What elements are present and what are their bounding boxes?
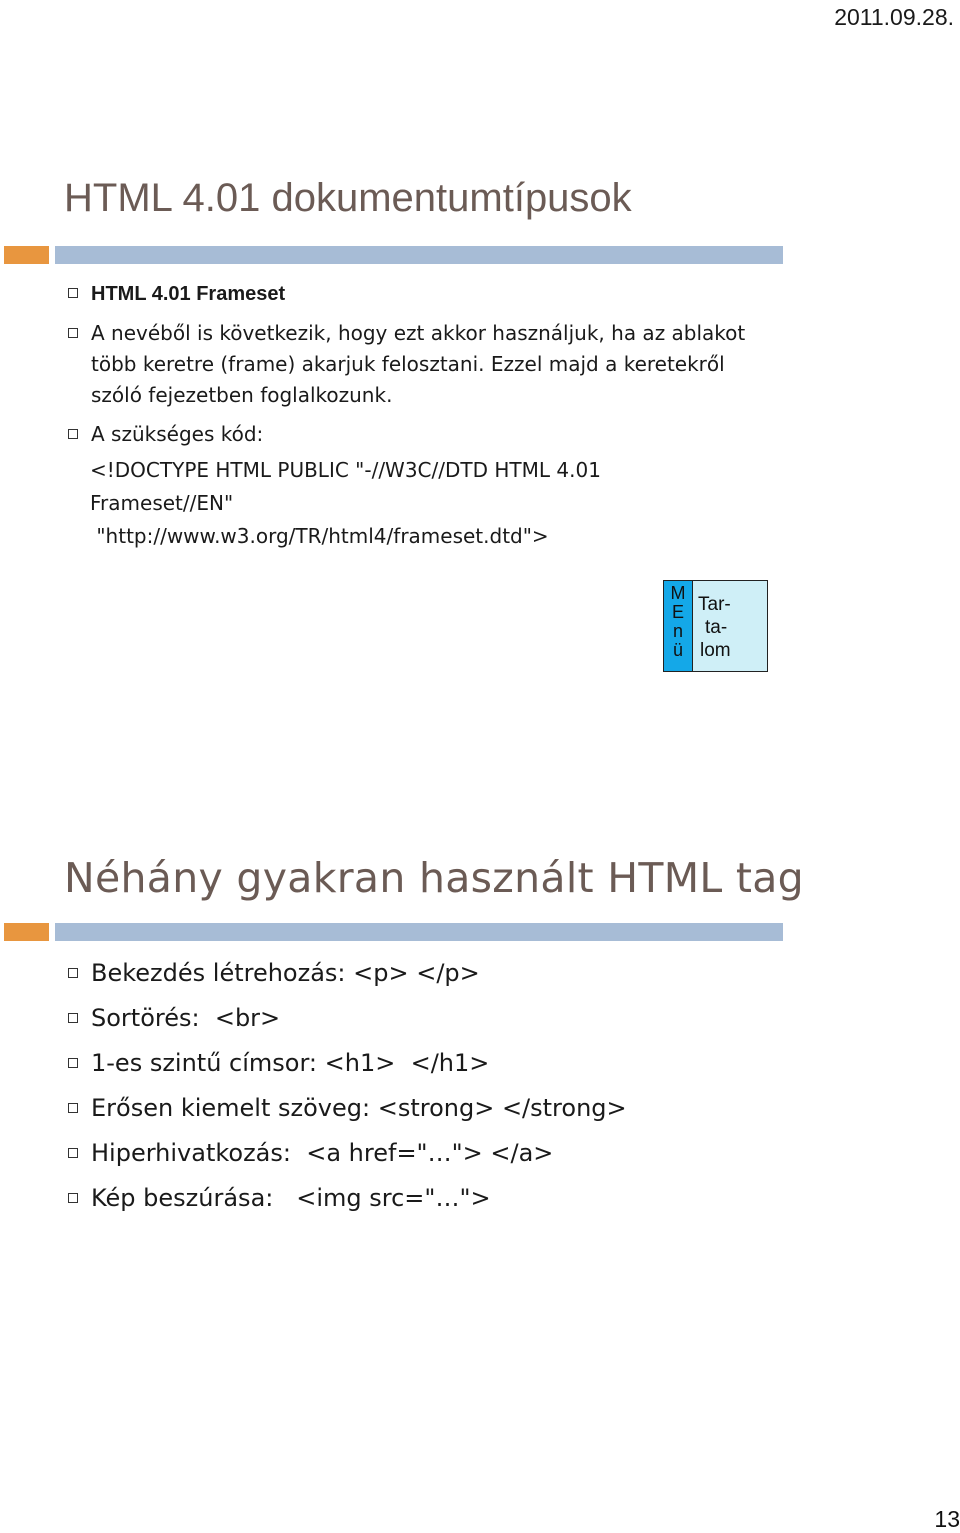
code-line: Frameset//EN" (90, 491, 234, 515)
bullet-text: A szükséges kód: (91, 422, 264, 446)
code-line: "http://www.w3.org/TR/html4/frameset.dtd"> (90, 524, 549, 548)
bullet-text: 1-es szintű címsor: <h1> </h1> (91, 1049, 490, 1077)
bullet-text: HTML 4.01 Frameset (91, 283, 286, 305)
menu-frame (664, 581, 693, 671)
menu-letter: M (670, 583, 686, 603)
square-bullet-icon (68, 1193, 78, 1203)
square-bullet-icon (68, 328, 78, 338)
content-line: Tar- (698, 594, 731, 615)
bullet-text: Hiperhivatkozás: <a href="…"> </a> (91, 1139, 554, 1167)
html-tag-bullet-list (68, 951, 768, 1221)
title-divider (0, 246, 784, 264)
divider-accent-orange (4, 246, 49, 264)
list-item (68, 1131, 768, 1176)
slide-title-doctypes: HTML 4.01 dokumentumtípusok (64, 176, 632, 220)
menu-letter: ü (672, 640, 683, 660)
divider-accent-orange (4, 923, 49, 941)
square-bullet-icon (68, 968, 78, 978)
code-line: <!DOCTYPE HTML PUBLIC "-//W3C//DTD HTML 4.01 (90, 458, 601, 482)
square-bullet-icon (68, 288, 78, 298)
content-line: lom (700, 640, 731, 661)
square-bullet-icon (68, 1148, 78, 1158)
bullet-text: Kép beszúrása: <img src="…"> (91, 1184, 491, 1212)
list-item (68, 1086, 768, 1131)
square-bullet-icon (68, 1103, 78, 1113)
title-divider (0, 923, 784, 941)
divider-bar-blue (55, 246, 783, 264)
square-bullet-icon (68, 1058, 78, 1068)
list-item (68, 419, 758, 450)
menu-letter: E (671, 602, 684, 622)
bullet-text: Sortörés: <br> (91, 1004, 281, 1032)
square-bullet-icon (68, 1013, 78, 1023)
list-item (68, 318, 758, 411)
list-item (68, 951, 768, 996)
divider-bar-blue (55, 923, 783, 941)
doctype-code-block (90, 454, 601, 553)
frameset-diagram (663, 580, 768, 672)
date-stamp: 2011.09.28. (834, 4, 954, 30)
list-item (68, 278, 758, 310)
bullet-text: A nevéből is következik, hogy ezt akkor használjuk, ha az ablakot több keretre (frame) akarjuk felosztani. Ezzel majd a keretekről szóló fejezetben foglalkozunk. (91, 321, 746, 407)
slide-title-common-tags: Néhány gyakran használt HTML tag (64, 854, 804, 902)
list-item (68, 1176, 768, 1221)
menu-letter: n (672, 621, 683, 641)
content-line: ta- (705, 617, 728, 638)
square-bullet-icon (68, 429, 78, 439)
bullet-text: Erősen kiemelt szöveg: <strong> </strong> (91, 1094, 627, 1122)
list-item (68, 1041, 768, 1086)
doctype-bullet-list (68, 278, 758, 458)
bullet-text: Bekezdés létrehozás: <p> </p> (91, 959, 480, 987)
list-item (68, 996, 768, 1041)
content-frame (698, 593, 731, 662)
page-number: 13 (934, 1506, 960, 1532)
